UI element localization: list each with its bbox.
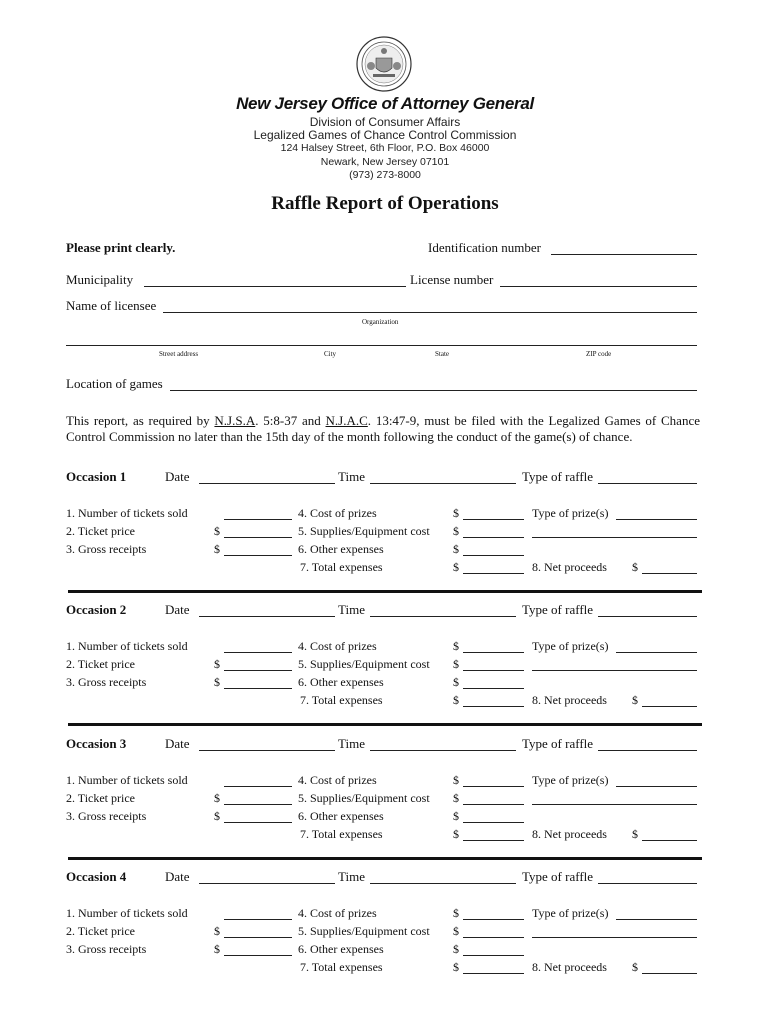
dollar-sign: $: [453, 773, 459, 787]
licensee-name-field[interactable]: [163, 312, 697, 313]
type-of-raffle-field[interactable]: [598, 750, 697, 751]
type-of-raffle-field[interactable]: [598, 616, 697, 617]
type-of-prizes-field-2[interactable]: [532, 937, 697, 938]
type-of-prizes-label: Type of prize(s): [532, 506, 609, 520]
location-label: Location of games: [66, 376, 163, 391]
gross-receipts-label: 3. Gross receipts: [66, 809, 147, 823]
ticket-price-label: 2. Ticket price: [66, 791, 135, 805]
supplies-cost-field[interactable]: [463, 537, 524, 538]
net-proceeds-field[interactable]: [642, 973, 697, 974]
dollar-sign: $: [214, 924, 220, 938]
ticket-price-field[interactable]: [224, 804, 292, 805]
state-seal-icon: [356, 36, 412, 92]
dollar-sign: $: [214, 675, 220, 689]
type-of-prizes-field-2[interactable]: [532, 670, 697, 671]
total-expenses-field[interactable]: [463, 973, 524, 974]
ticket-price-label: 2. Ticket price: [66, 924, 135, 938]
net-proceeds-field[interactable]: [642, 706, 697, 707]
other-expenses-field[interactable]: [463, 555, 524, 556]
time-field[interactable]: [370, 750, 516, 751]
occasion-label: Occasion 1: [66, 469, 127, 484]
dollar-sign: $: [214, 524, 220, 538]
supplies-cost-field[interactable]: [463, 937, 524, 938]
type-of-raffle-field[interactable]: [598, 483, 697, 484]
section-divider: [68, 723, 702, 726]
dollar-sign: $: [453, 506, 459, 520]
organization-caption: Organization: [362, 318, 399, 326]
total-expenses-field[interactable]: [463, 573, 524, 574]
tickets-sold-field[interactable]: [224, 519, 292, 520]
supplies-cost-label: 5. Supplies/Equipment cost: [298, 791, 430, 805]
type-of-prizes-field[interactable]: [616, 786, 697, 787]
address-line-1: 124 Halsey Street, 6th Floor, P.O. Box 46000: [280, 142, 490, 154]
gross-receipts-label: 3. Gross receipts: [66, 942, 147, 956]
tickets-sold-label: 1. Number of tickets sold: [66, 506, 188, 520]
type-of-prizes-label: Type of prize(s): [532, 639, 609, 653]
ticket-price-field[interactable]: [224, 670, 292, 671]
ticket-price-field[interactable]: [224, 537, 292, 538]
agency-name: New Jersey Office of Attorney General: [236, 94, 534, 113]
print-clearly-note: Please print clearly.: [66, 240, 176, 255]
type-of-prizes-label: Type of prize(s): [532, 773, 609, 787]
cost-of-prizes-label: 4. Cost of prizes: [298, 906, 377, 920]
cost-of-prizes-label: 4. Cost of prizes: [298, 639, 377, 653]
type-of-raffle-field[interactable]: [598, 883, 697, 884]
occasion-label: Occasion 4: [66, 869, 127, 884]
time-field[interactable]: [370, 883, 516, 884]
date-field[interactable]: [199, 883, 335, 884]
cost-of-prizes-field[interactable]: [463, 919, 524, 920]
section-divider: [68, 857, 702, 860]
total-expenses-label: 7. Total expenses: [300, 560, 383, 574]
dollar-sign: $: [214, 942, 220, 956]
identification-number-label: Identification number: [428, 240, 541, 255]
net-proceeds-field[interactable]: [642, 573, 697, 574]
other-expenses-field[interactable]: [463, 688, 524, 689]
total-expenses-label: 7. Total expenses: [300, 827, 383, 841]
other-expenses-field[interactable]: [463, 822, 524, 823]
license-number-field[interactable]: [500, 286, 697, 287]
total-expenses-field[interactable]: [463, 840, 524, 841]
dollar-sign: $: [453, 639, 459, 653]
type-of-prizes-field-2[interactable]: [532, 537, 697, 538]
net-proceeds-label: 8. Net proceeds: [532, 960, 607, 974]
type-of-raffle-label: Type of raffle: [522, 736, 594, 751]
state-caption: State: [435, 350, 449, 358]
dollar-sign: $: [214, 809, 220, 823]
phone-number: (973) 273-8000: [349, 169, 421, 181]
njac-link: N.J.A.C: [325, 413, 368, 428]
gross-receipts-field[interactable]: [224, 822, 292, 823]
cost-of-prizes-field[interactable]: [463, 519, 524, 520]
date-field[interactable]: [199, 750, 335, 751]
dollar-sign: $: [453, 791, 459, 805]
cost-of-prizes-field[interactable]: [463, 652, 524, 653]
dollar-sign: $: [632, 693, 638, 707]
location-field[interactable]: [170, 390, 697, 391]
street-address-caption: Street address: [159, 350, 199, 358]
date-field[interactable]: [199, 483, 335, 484]
gross-receipts-field[interactable]: [224, 555, 292, 556]
other-expenses-label: 6. Other expenses: [298, 675, 384, 689]
tickets-sold-label: 1. Number of tickets sold: [66, 639, 188, 653]
date-label: Date: [165, 602, 190, 617]
division-name: Division of Consumer Affairs: [309, 115, 461, 129]
supplies-cost-label: 5. Supplies/Equipment cost: [298, 924, 430, 938]
type-of-prizes-field[interactable]: [616, 652, 697, 653]
dollar-sign: $: [214, 657, 220, 671]
type-of-prizes-field[interactable]: [616, 919, 697, 920]
other-expenses-label: 6. Other expenses: [298, 942, 384, 956]
dollar-sign: $: [632, 827, 638, 841]
dollar-sign: $: [453, 906, 459, 920]
dollar-sign: $: [214, 542, 220, 556]
type-of-raffle-label: Type of raffle: [522, 602, 594, 617]
gross-receipts-label: 3. Gross receipts: [66, 542, 147, 556]
ticket-price-field[interactable]: [224, 937, 292, 938]
tickets-sold-label: 1. Number of tickets sold: [66, 773, 188, 787]
dollar-sign: $: [214, 791, 220, 805]
supplies-cost-field[interactable]: [463, 670, 524, 671]
commission-name: Legalized Games of Chance Control Commission: [253, 128, 517, 142]
cost-of-prizes-label: 4. Cost of prizes: [298, 773, 377, 787]
municipality-field[interactable]: [144, 286, 406, 287]
date-label: Date: [165, 736, 190, 751]
time-label: Time: [338, 736, 365, 751]
gross-receipts-field[interactable]: [224, 688, 292, 689]
type-of-raffle-label: Type of raffle: [522, 869, 594, 884]
other-expenses-label: 6. Other expenses: [298, 809, 384, 823]
form-title: Raffle Report of Operations: [271, 193, 499, 214]
total-expenses-label: 7. Total expenses: [300, 693, 383, 707]
address-line-2: Newark, New Jersey 07101: [320, 156, 450, 168]
dollar-sign: $: [632, 560, 638, 574]
municipality-label: Municipality: [66, 272, 134, 287]
occasion-label: Occasion 3: [66, 736, 127, 751]
cost-of-prizes-field[interactable]: [463, 786, 524, 787]
date-label: Date: [165, 869, 190, 884]
supplies-cost-label: 5. Supplies/Equipment cost: [298, 524, 430, 538]
gross-receipts-label: 3. Gross receipts: [66, 675, 147, 689]
net-proceeds-label: 8. Net proceeds: [532, 693, 607, 707]
type-of-prizes-field[interactable]: [616, 519, 697, 520]
time-field[interactable]: [370, 483, 516, 484]
other-expenses-field[interactable]: [463, 955, 524, 956]
ticket-price-label: 2. Ticket price: [66, 524, 135, 538]
dollar-sign: $: [453, 542, 459, 556]
section-divider: [68, 590, 702, 593]
gross-receipts-field[interactable]: [224, 955, 292, 956]
net-proceeds-field[interactable]: [642, 840, 697, 841]
city-caption: City: [324, 350, 337, 358]
dollar-sign: $: [453, 524, 459, 538]
supplies-cost-label: 5. Supplies/Equipment cost: [298, 657, 430, 671]
tickets-sold-field[interactable]: [224, 919, 292, 920]
address-field[interactable]: [66, 345, 697, 346]
dollar-sign: $: [453, 924, 459, 938]
dollar-sign: $: [453, 942, 459, 956]
dollar-sign: $: [453, 809, 459, 823]
tickets-sold-field[interactable]: [224, 652, 292, 653]
tickets-sold-label: 1. Number of tickets sold: [66, 906, 188, 920]
time-label: Time: [338, 869, 365, 884]
dollar-sign: $: [453, 675, 459, 689]
identification-number-field[interactable]: [551, 254, 697, 255]
njsa-link: N.J.S.A: [214, 413, 256, 428]
dollar-sign: $: [453, 657, 459, 671]
type-of-prizes-label: Type of prize(s): [532, 906, 609, 920]
net-proceeds-label: 8. Net proceeds: [532, 560, 607, 574]
licensee-name-label: Name of licensee: [66, 298, 157, 313]
dollar-sign: $: [453, 693, 459, 707]
dollar-sign: $: [453, 827, 459, 841]
total-expenses-label: 7. Total expenses: [300, 960, 383, 974]
time-label: Time: [338, 602, 365, 617]
tickets-sold-field[interactable]: [224, 786, 292, 787]
supplies-cost-field[interactable]: [463, 804, 524, 805]
other-expenses-label: 6. Other expenses: [298, 542, 384, 556]
filing-notice: This report, as required by N.J.S.A. 5:8-37 and N.J.A.C. 13:47-9, must be filed with the Legalized Games of Chance Control Commission no later than the 15th day of the month following the conduct of the game(s) of chance.: [66, 413, 700, 444]
cost-of-prizes-label: 4. Cost of prizes: [298, 506, 377, 520]
zip-caption: ZIP code: [586, 350, 612, 358]
type-of-prizes-field-2[interactable]: [532, 804, 697, 805]
dollar-sign: $: [453, 560, 459, 574]
net-proceeds-label: 8. Net proceeds: [532, 827, 607, 841]
date-field[interactable]: [199, 616, 335, 617]
time-field[interactable]: [370, 616, 516, 617]
occasion-label: Occasion 2: [66, 602, 127, 617]
dollar-sign: $: [632, 960, 638, 974]
total-expenses-field[interactable]: [463, 706, 524, 707]
ticket-price-label: 2. Ticket price: [66, 657, 135, 671]
dollar-sign: $: [453, 960, 459, 974]
type-of-raffle-label: Type of raffle: [522, 469, 594, 484]
time-label: Time: [338, 469, 365, 484]
date-label: Date: [165, 469, 190, 484]
license-number-label: License number: [410, 272, 494, 287]
